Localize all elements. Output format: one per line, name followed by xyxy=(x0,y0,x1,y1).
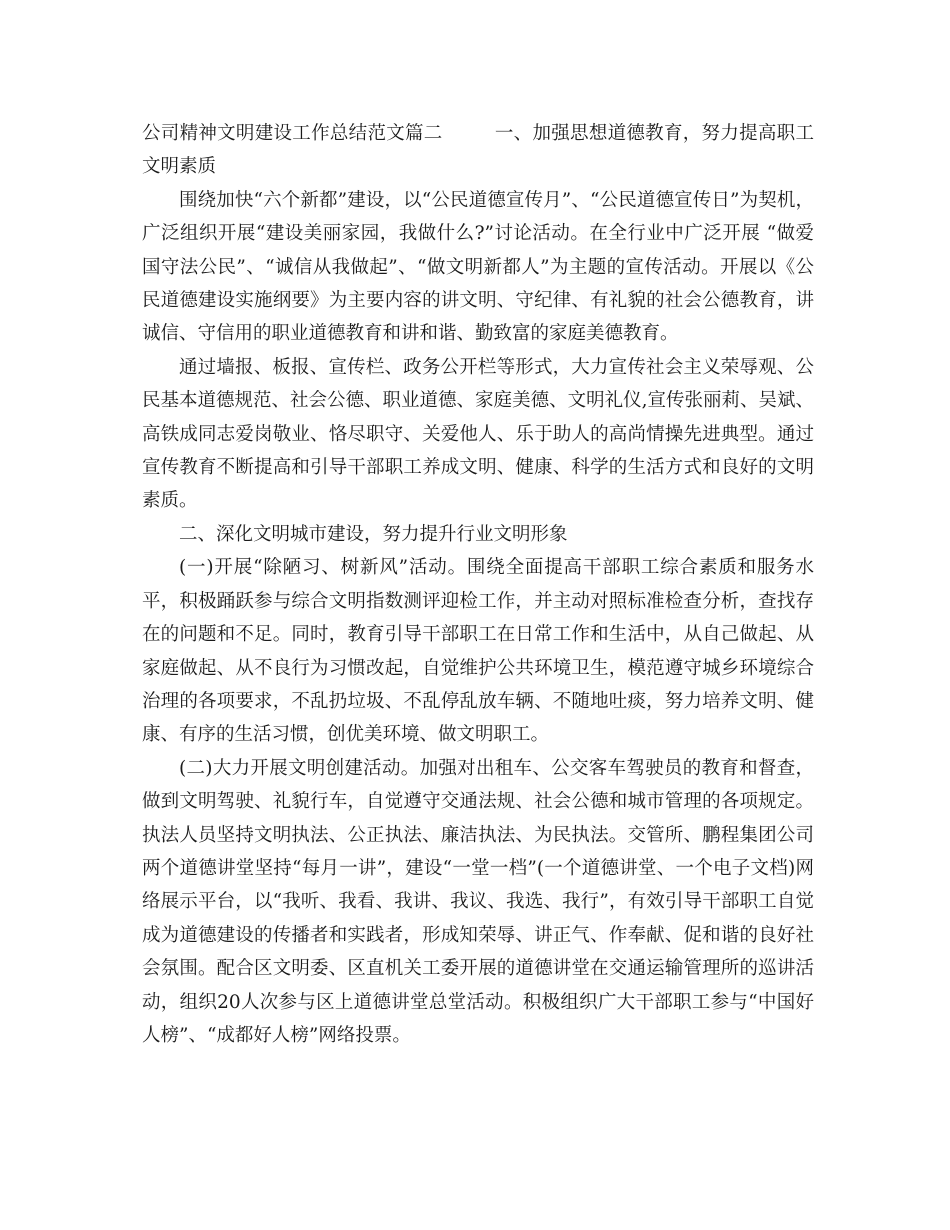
section-2-heading: 二、深化文明城市建设，努力提升行业文明形象 xyxy=(179,523,568,545)
paragraph-3: (一)开展“除陋习、树新风”活动。围绕全面提高干部职工综合素质和服务水平，积极踊跃参与综合文明指数测评迎检工作，并主动对照标准检查分析，查找存在的问题和不足。同时，教育引导干部职工在日常工作和生活中，从自己做起、从家庭做起、从不良行为习惯改起，自觉维护公共环境卫生，模范遵守城乡环境综合治理的各项要求，不乱扔垃圾、不乱停乱放车辆、不随地吐痰，努力培养文明、健康、有序的生活习惯，创优美环境、做文明职工。 xyxy=(142,557,814,746)
paragraph-2: 通过墙报、板报、宣传栏、政务公开栏等形式，大力宣传社会主义荣辱观、公民基本道德规范、社会公德、职业道德、家庭美德、文明礼仪,宣传张丽莉、吴斌、高铁成同志爱岗敬业、恪尽职守、关爱他人、乐于助人的高尚情操先进典型。通过宣传教育不断提高和引导干部职工养成文明、健康、科学的生活方式和良好的文明素质。 xyxy=(142,356,814,512)
document-title: 公司精神文明建设工作总结范文篇二 xyxy=(142,123,443,144)
document-body xyxy=(142,117,814,1052)
title-paragraph xyxy=(142,117,814,184)
paragraph-1: 围绕加快“六个新都”建设，以“公民道德宣传月”、“公民道德宣传日”为契机，广泛组织开展“建设美丽家园，我做什么?”讨论活动。在全行业中广泛开展 “做爱国守法公民”、“诚信从我做起”、“做文明新都人”为主题的宣传活动。开展以《公民道德建设实施纲要》为主要内容的讲文明、守纪律、有礼貌的社会公德教育，讲诚信、守信用的职业道德教育和讲和谐、勤致富的家庭美德教育。 xyxy=(142,189,814,345)
paragraph-4: (二)大力开展文明创建活动。加强对出租车、公交客车驾驶员的教育和督查，做到文明驾驶、礼貌行车，自觉遵守交通法规、社会公德和城市管理的各项规定。执法人员坚持文明执法、公正执法、廉洁执法、为民执法。交管所、鹏程集团公司两个道德讲堂坚持“每月一讲”，建设“一堂一档”(一个道德讲堂、一个电子文档)网络展示平台，以“我听、我看、我讲、我议、我选、我行”，有效引导干部职工自觉成为道德建设的传播者和实践者，形成知荣辱、讲正气、作奉献、促和谐的良好社会氛围。配合区文明委、区直机关工委开展的道德讲堂在交通运输管理所的巡讲活动，组织20人次参与区上道德讲堂总堂活动。积极组织广大干部职工参与“中国好人榜”、“成都好人榜”网络投票。 xyxy=(142,757,814,1046)
section-1-heading: 一、加强思想道德教育，努力提高职工文明素质 xyxy=(142,123,814,178)
